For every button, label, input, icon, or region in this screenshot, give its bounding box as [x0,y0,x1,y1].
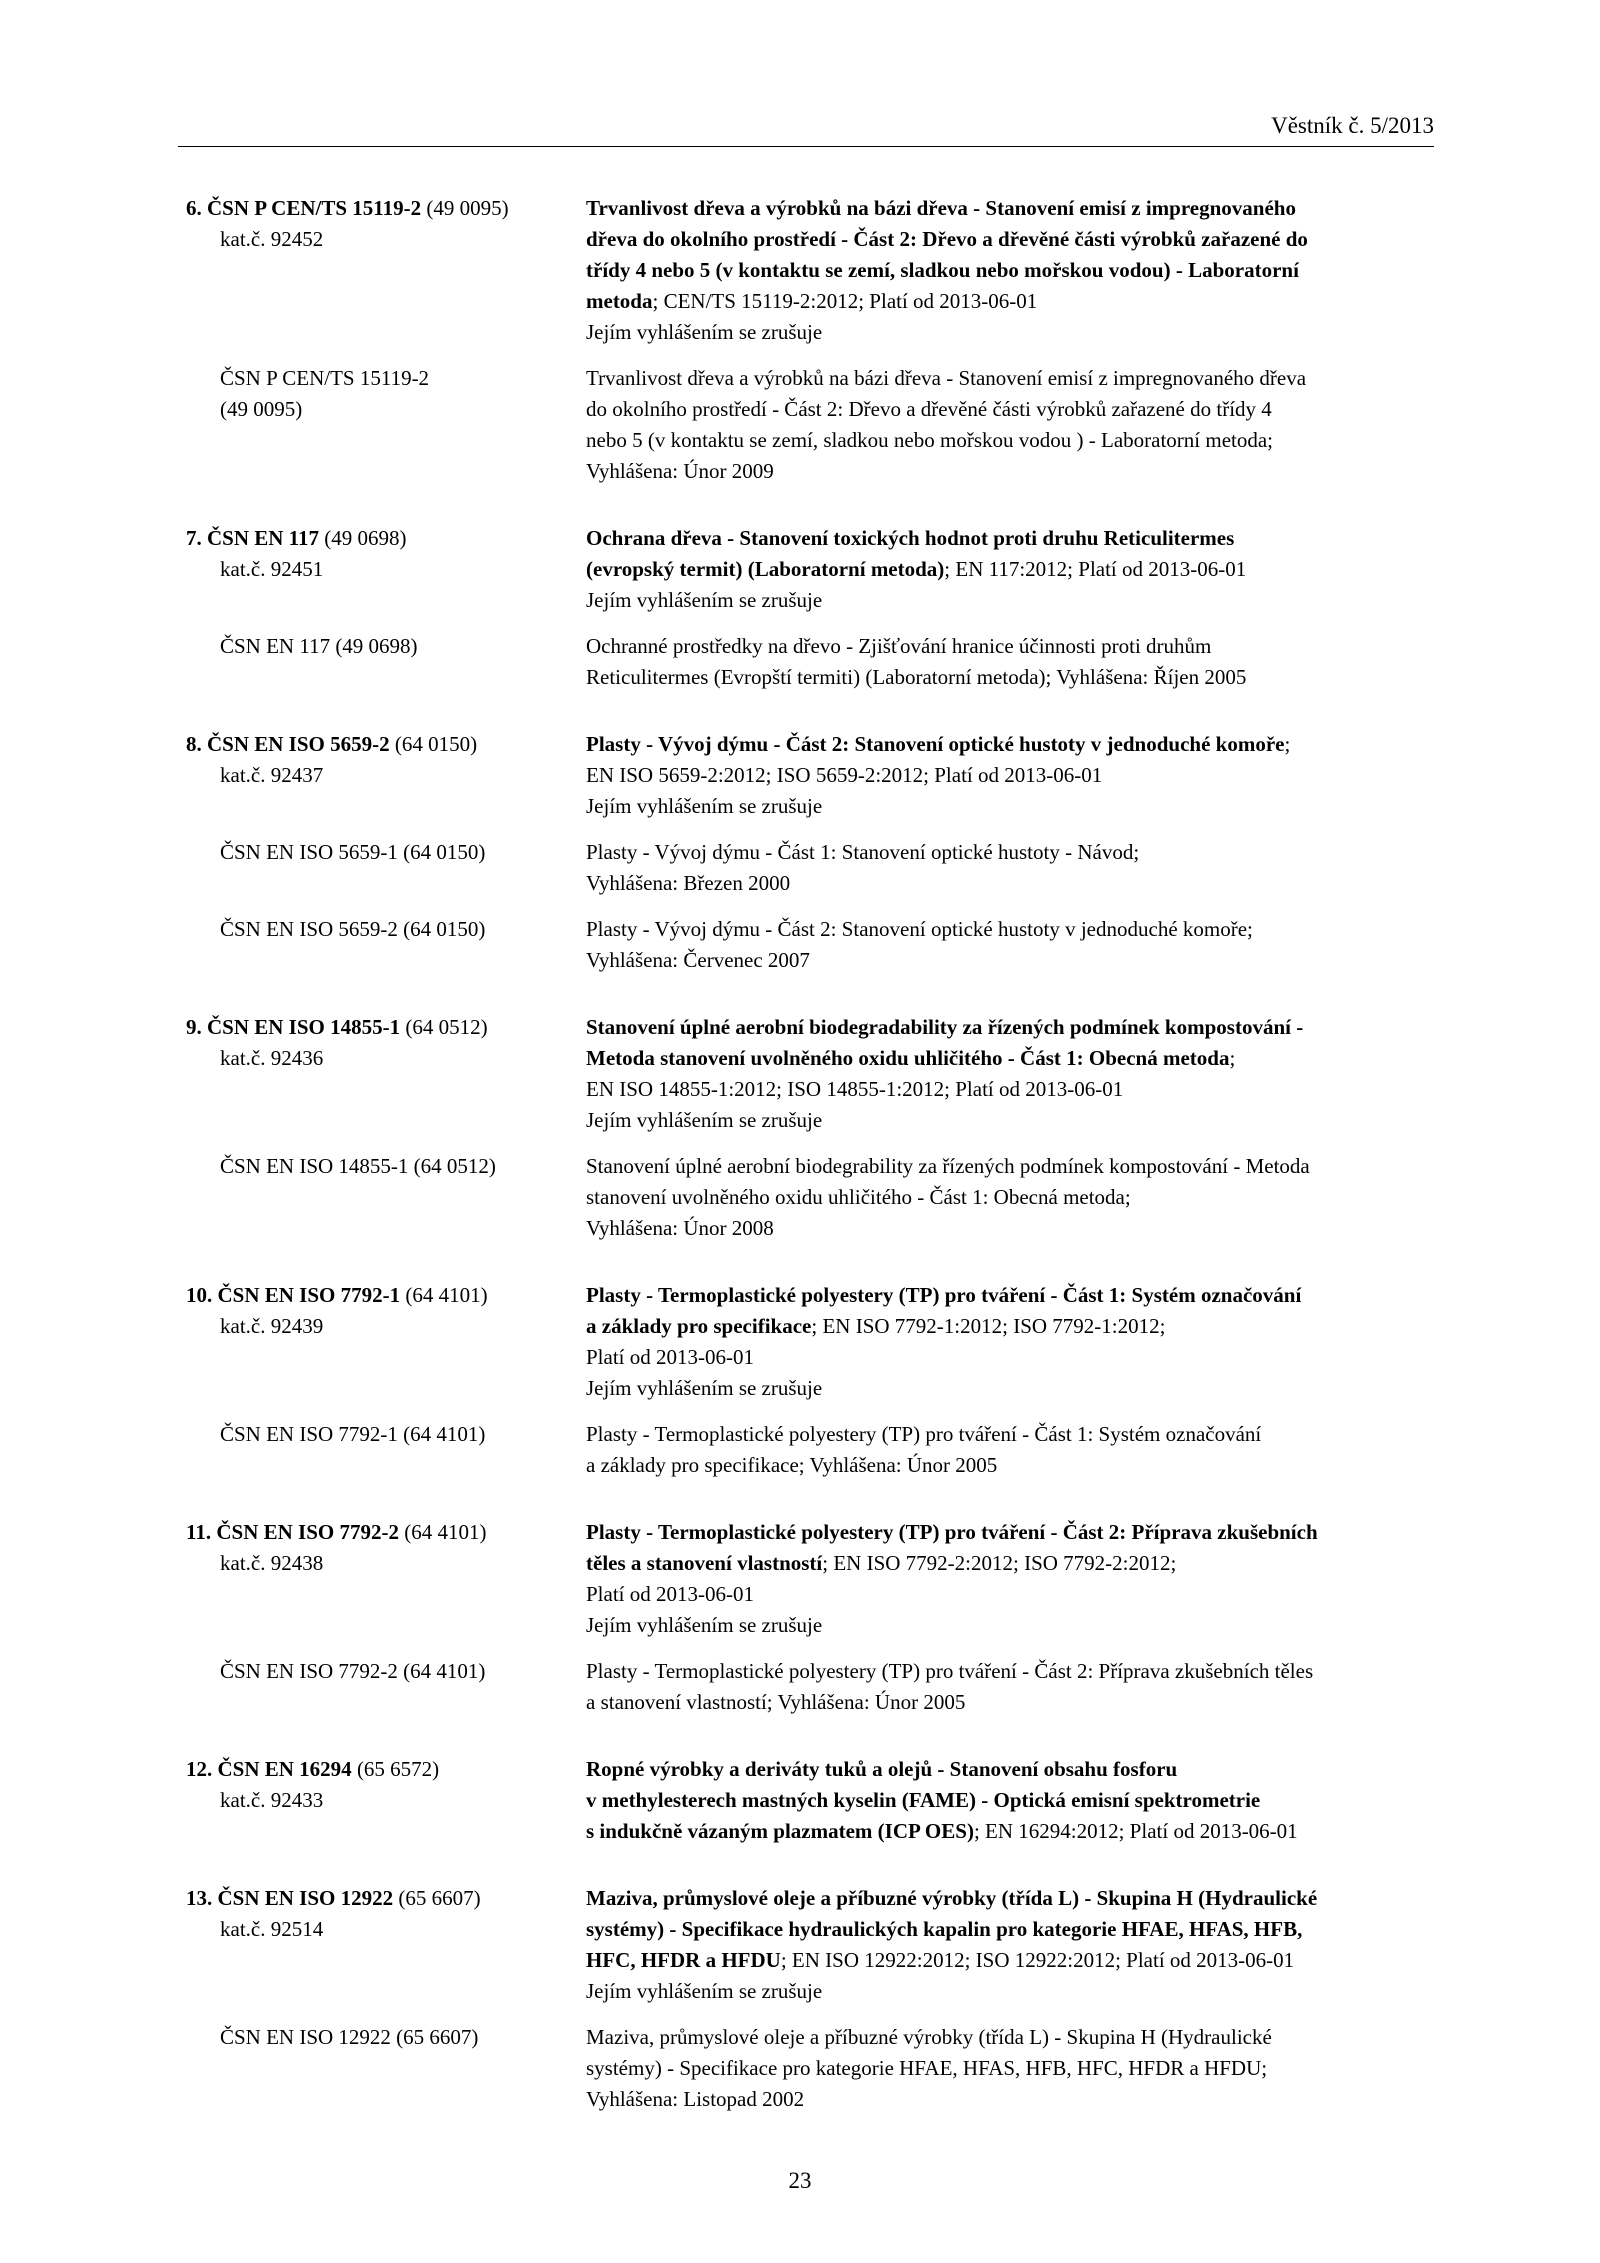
standard-references: Platí od 2013-06-01 [586,1582,754,1606]
cancellation-note: Jejím vyhlášením se zrušuje [586,588,823,612]
title-line [586,1883,1434,1914]
catalog-number: kat.č. 92452 [220,227,324,251]
replaced-standard-code [186,2022,586,2115]
catalog-number: kat.č. 92439 [220,1314,324,1338]
replaced-standard-description [586,1419,1434,1481]
replaced-standard-description [586,914,1434,976]
standard-identifier [186,1280,586,1404]
standard-title: třídy 4 nebo 5 (v kontaktu se zemí, sladkou nebo mořskou vodou) - Laboratorní [586,258,1299,282]
entry-number: 11. [186,1520,212,1544]
standard-title: Maziva, průmyslové oleje a příbuzné výrobky (třída L) - Skupina H (Hydraulické [586,1886,1318,1910]
title-line [586,1012,1434,1043]
standard-description [586,1883,1434,2007]
replaced-text-line: Vyhlášena: Březen 2000 [586,871,791,895]
title-tail-line [586,1311,1434,1342]
standard-code-line [186,729,576,760]
classification-number: (64 4101) [404,1520,487,1544]
replaced-text-line: Vyhlášena: Listopad 2002 [586,2087,805,2111]
standard-code-line [186,193,576,224]
standard-code-line [186,1517,576,1548]
standard-code-line [186,1012,576,1043]
standard-entry [186,523,1434,693]
standard-entry [186,729,1434,976]
title-tail-line [586,1043,1434,1074]
title-line [586,224,1434,255]
standard-description [586,1012,1434,1136]
standard-main-row [186,1883,1434,2007]
replaced-standard-description [586,1656,1434,1718]
replaced-code-line: ČSN EN ISO 14855-1 (64 0512) [220,1154,496,1178]
header-rule [178,146,1434,147]
standard-code-line [186,1280,576,1311]
standard-main-row [186,1517,1434,1641]
standard-title: systémy) - Specifikace hydraulických kapalin pro kategorie HFAE, HFAS, HFB, [586,1917,1303,1941]
title-tail-line [586,554,1434,585]
replaced-text-line: nebo 5 (v kontaktu se zemí, sladkou nebo mořskou vodou ) - Laboratorní metoda; [586,428,1274,452]
catalog-number: kat.č. 92437 [220,763,324,787]
standard-entry [186,1012,1434,1244]
page-number: 23 [788,2168,812,2193]
replaced-code-line: ČSN EN ISO 12922 (65 6607) [220,2025,479,2049]
replaced-standard-description [586,363,1434,487]
standard-code: ČSN EN ISO 14855-1 [207,1015,401,1039]
standard-entry [186,1280,1434,1481]
entry-number: 6. [186,196,202,220]
replaced-standard-row [186,1151,1434,1244]
replaced-text-line: Vyhlášena: Únor 2009 [586,459,774,483]
replaced-text-line: Maziva, průmyslové oleje a příbuzné výrobky (třída L) - Skupina H (Hydraulické [586,2025,1272,2049]
standard-description [586,193,1434,348]
replaced-text-line: a základy pro specifikace; Vyhlášena: Únor 2005 [586,1453,998,1477]
replaced-standard-row [186,837,1434,899]
replaced-standard-description [586,837,1434,899]
standard-code-line [186,1754,576,1785]
standard-title: Ropné výrobky a deriváty tuků a olejů - Stanovení obsahu fosforu [586,1757,1178,1781]
standard-identifier [186,1754,586,1847]
replaced-text-line: Plasty - Termoplastické polyestery (TP) pro tváření - Část 1: Systém označování [586,1422,1262,1446]
replaced-standard-row [186,363,1434,487]
classification-number: (64 4101) [405,1283,488,1307]
standard-main-row [186,1012,1434,1136]
standard-main-row [186,523,1434,616]
replaced-text-line: stanovení uvolněného oxidu uhličitého - Část 1: Obecná metoda; [586,1185,1131,1209]
classification-number: (64 0150) [394,732,478,756]
replaced-code-line: ČSN EN 117 (49 0698) [220,634,418,658]
standard-references: ; EN ISO 7792-1:2012; ISO 7792-1:2012; [811,1314,1166,1338]
replaced-standard-row [186,1656,1434,1718]
standard-code-line [186,1883,576,1914]
standard-description [586,1754,1434,1847]
replaced-standard-description [586,1151,1434,1244]
standard-title: Plasty - Termoplastické polyestery (TP) pro tváření - Část 1: Systém označování [586,1283,1302,1307]
title-tail-line [586,729,1434,760]
replaced-text-line: Stanovení úplné aerobní biodegrability za řízených podmínek kompostování - Metoda [586,1154,1310,1178]
standard-entry [186,1517,1434,1718]
standard-references: ; EN 117:2012; Platí od 2013-06-01 [944,557,1247,581]
standard-title: Ochrana dřeva - Stanovení toxických hodnot proti druhu Reticulitermes [586,526,1235,550]
replaced-standard-row [186,631,1434,693]
replaced-code-line: (49 0095) [220,397,303,421]
standard-references: ; EN ISO 7792-2:2012; ISO 7792-2:2012; [822,1551,1177,1575]
replaced-standard-code [186,1151,586,1244]
standards-list [186,193,1434,2151]
replaced-text-line: Plasty - Vývoj dýmu - Část 1: Stanovení optické hustoty - Návod; [586,840,1140,864]
cancellation-note: Jejím vyhlášením se zrušuje [586,1979,823,2003]
replaced-text-line: Trvanlivost dřeva a výrobků na bázi dřeva - Stanovení emisí z impregnovaného dřeva [586,366,1307,390]
replaced-standard-code [186,1656,586,1718]
classification-number: (65 6572) [356,1757,440,1781]
title-line [586,1280,1434,1311]
standard-code: ČSN EN 117 [207,526,320,550]
cancellation-note: Jejím vyhlášením se zrušuje [586,1376,823,1400]
classification-number: (65 6607) [398,1886,481,1910]
bulletin-header: Věstník č. 5/2013 [1271,113,1434,138]
standard-title: Plasty - Termoplastické polyestery (TP) pro tváření - Část 2: Příprava zkušebních [586,1520,1318,1544]
standard-references: EN ISO 14855-1:2012; ISO 14855-1:2012; Platí od 2013-06-01 [586,1077,1124,1101]
standard-references: ; [1229,1046,1236,1070]
cancellation-note: Jejím vyhlášením se zrušuje [586,794,823,818]
entry-number: 8. [186,732,202,756]
replaced-text-line: Plasty - Vývoj dýmu - Část 2: Stanovení optické hustoty v jednoduché komoře; [586,917,1253,941]
classification-number: (49 0095) [426,196,509,220]
standard-main-row [186,729,1434,822]
title-line [586,255,1434,286]
replaced-code-line: ČSN P CEN/TS 15119-2 [220,366,430,390]
standard-title: s indukčně vázaným plazmatem (ICP OES) [586,1819,974,1843]
standard-title: v methylesterech mastných kyselin (FAME) - Optická emisní spektrometrie [586,1788,1261,1812]
standard-code: ČSN EN ISO 7792-1 [217,1283,401,1307]
catalog-number: kat.č. 92514 [220,1917,324,1941]
replaced-code-line: ČSN EN ISO 5659-1 (64 0150) [220,840,486,864]
standard-description [586,1280,1434,1404]
standard-title: Plasty - Vývoj dýmu - Část 2: Stanovení optické hustoty v jednoduché komoře [586,732,1285,756]
entry-number: 7. [186,526,202,550]
standard-title: a základy pro specifikace [586,1314,812,1338]
standard-entry [186,1754,1434,1847]
entry-number: 9. [186,1015,202,1039]
standard-title: těles a stanovení vlastností [586,1551,823,1575]
standard-title: metoda [586,289,653,313]
standard-title: Trvanlivost dřeva a výrobků na bázi dřeva - Stanovení emisí z impregnovaného [586,196,1296,220]
standard-code-line [186,523,576,554]
standard-title: Metoda stanovení uvolněného oxidu uhličitého - Část 1: Obecná metoda [586,1046,1230,1070]
title-line [586,1785,1434,1816]
replaced-code-line: ČSN EN ISO 5659-2 (64 0150) [220,917,486,941]
standard-code: ČSN EN ISO 12922 [217,1886,394,1910]
replaced-text-line: Reticulitermes (Evropští termiti) (Laboratorní metoda); Vyhlášena: Říjen 2005 [586,665,1247,689]
standard-title: Stanovení úplné aerobní biodegradability za řízených podmínek kompostování - [586,1015,1304,1039]
standard-identifier [186,1517,586,1641]
standard-main-row [186,1754,1434,1847]
replaced-standard-code [186,837,586,899]
replaced-standard-code [186,363,586,487]
standard-title: (evropský termit) (Laboratorní metoda) [586,557,945,581]
replaced-code-line: ČSN EN ISO 7792-2 (64 4101) [220,1659,486,1683]
catalog-number: kat.č. 92436 [220,1046,324,1070]
entry-number: 13. [186,1886,213,1910]
title-tail-line [586,1945,1434,1976]
standard-references: ; EN 16294:2012; Platí od 2013-06-01 [973,1819,1298,1843]
replaced-standard-description [586,2022,1434,2115]
standard-references: ; [1284,732,1291,756]
title-line [586,523,1434,554]
title-line [586,1914,1434,1945]
standard-identifier [186,729,586,822]
standard-main-row [186,193,1434,348]
entry-number: 10. [186,1283,213,1307]
standard-identifier [186,1012,586,1136]
replaced-standard-description [586,631,1434,693]
entry-number: 12. [186,1757,213,1781]
standard-description [586,523,1434,616]
classification-number: (49 0698) [324,526,407,550]
standard-code: ČSN EN ISO 5659-2 [207,732,390,756]
replaced-standard-code [186,1419,586,1481]
standard-code: ČSN EN 16294 [217,1757,352,1781]
cancellation-note: Jejím vyhlášením se zrušuje [586,1108,823,1132]
replaced-standard-row [186,1419,1434,1481]
cancellation-note: Jejím vyhlášením se zrušuje [586,320,823,344]
title-tail-line [586,1548,1434,1579]
standard-entry [186,1883,1434,2115]
standard-references: ; EN ISO 12922:2012; ISO 12922:2012; Platí od 2013-06-01 [780,1948,1295,1972]
title-line [586,193,1434,224]
replaced-text-line: a stanovení vlastností; Vyhlášena: Únor 2005 [586,1690,966,1714]
standard-code: ČSN EN ISO 7792-2 [216,1520,399,1544]
standard-title: HFC, HFDR a HFDU [586,1948,781,1972]
replaced-code-line: ČSN EN ISO 7792-1 (64 4101) [220,1422,486,1446]
standard-description [586,1517,1434,1641]
standard-title: dřeva do okolního prostředí - Část 2: Dřevo a dřevěné části výrobků zařazené do [586,227,1308,251]
classification-number: (64 0512) [405,1015,488,1039]
replaced-standard-row [186,2022,1434,2115]
replaced-text-line: Vyhlášena: Únor 2008 [586,1216,774,1240]
title-tail-line [586,286,1434,317]
cancellation-note: Jejím vyhlášením se zrušuje [586,1613,823,1637]
replaced-text-line: do okolního prostředí - Část 2: Dřevo a dřevěné části výrobků zařazené do třídy 4 [586,397,1272,421]
replaced-standard-row [186,914,1434,976]
replaced-standard-code [186,631,586,693]
standard-references: Platí od 2013-06-01 [586,1345,754,1369]
standard-identifier [186,193,586,348]
catalog-number: kat.č. 92438 [220,1551,324,1575]
replaced-text-line: Ochranné prostředky na dřevo - Zjišťování hranice účinnosti proti druhům [586,634,1212,658]
replaced-text-line: Plasty - Termoplastické polyestery (TP) pro tváření - Část 2: Příprava zkušebních těles [586,1659,1314,1683]
standard-main-row [186,1280,1434,1404]
replaced-text-line: systémy) - Specifikace pro kategorie HFAE, HFAS, HFB, HFC, HFDR a HFDU; [586,2056,1268,2080]
standard-references: EN ISO 5659-2:2012; ISO 5659-2:2012; Platí od 2013-06-01 [586,763,1103,787]
catalog-number: kat.č. 92451 [220,557,324,581]
standard-references: ; CEN/TS 15119-2:2012; Platí od 2013-06-01 [652,289,1038,313]
title-line [586,1754,1434,1785]
replaced-standard-code [186,914,586,976]
title-line [586,1517,1434,1548]
title-tail-line [586,1816,1434,1847]
standard-description [586,729,1434,822]
replaced-text-line: Vyhlášena: Červenec 2007 [586,948,810,972]
standard-identifier [186,1883,586,2007]
standard-code: ČSN P CEN/TS 15119-2 [207,196,422,220]
standard-identifier [186,523,586,616]
standard-entry [186,193,1434,487]
catalog-number: kat.č. 92433 [220,1788,324,1812]
